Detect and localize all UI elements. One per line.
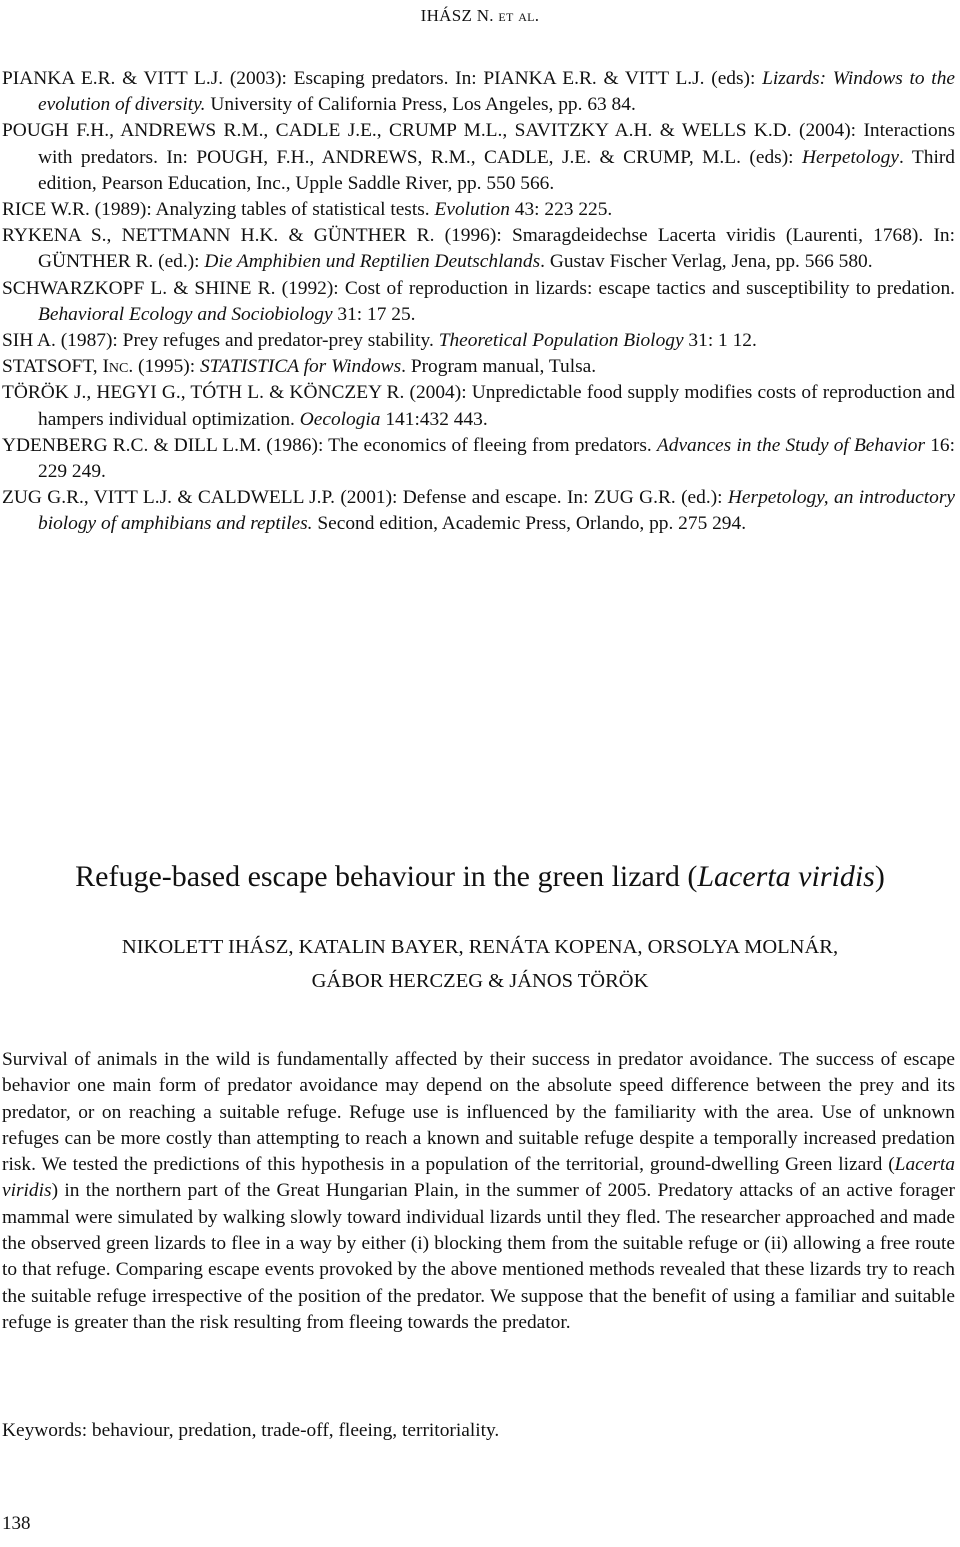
reference-text: (1986): The economics of fleeing from predators.: [261, 434, 657, 456]
reference-authors: STATSOFT, Inc.: [2, 356, 134, 378]
keywords: Keywords: behaviour, predation, trade-off, fleeing, territoriality.: [2, 1420, 500, 1441]
reference-item: [2, 223, 955, 275]
running-head-text: IHÁSZ N. et al.: [420, 6, 540, 25]
reference-authors: SIH A.: [2, 330, 56, 352]
abstract: [2, 1047, 955, 1336]
abstract-text: ) in the northern part of the Great Hungarian Plain, in the summer of 2005. Predatory attacks of an active forager mammal were simulated by walking slowly toward individual lizards until they fled. The researcher approached and made the observed green lizards to flee in a way by either (i) blocking them from the suitable refuge or (ii) allowing a free route to that refuge. Comparing escape events provoked by the above mentioned methods revealed that these lizards try to reach the suitable refuge irrespective of the position of the predator. We suppose that the benefit of using a familiar and suitable refuge is greater than the risk resulting from fleeing towards the predator.: [2, 1180, 955, 1333]
reference-text: 31: 1 12.: [683, 330, 757, 352]
reference-item: [2, 485, 955, 537]
abstract-species: Lacerta viridis: [2, 1154, 955, 1202]
reference-text: . Third edition, Pearson Education, Inc., Upple Saddle River, pp. 550 566.: [38, 146, 955, 194]
reference-item: [2, 66, 955, 118]
reference-authors: POUGH F.H., ANDREWS R.M., CADLE J.E., CRUMP M.L., SAVITZKY A.H. & WELLS K.D.: [2, 120, 792, 142]
article-title-text: Refuge-based escape behaviour in the green lizard (: [75, 860, 698, 893]
article-title: [0, 860, 960, 894]
reference-authors: TÖRÖK J., HEGYI G., TÓTH L. & KÖNCZEY R.: [2, 382, 405, 404]
reference-text: 43: 223 225.: [509, 199, 613, 221]
reference-authors: ZUG G.R., VITT L.J. & CALDWELL J.P.: [2, 487, 335, 509]
reference-source: Herpetology, an introductory biology of amphibians and reptiles.: [38, 487, 955, 535]
reference-text: University of California Press, Los Angeles, pp. 63 84.: [205, 94, 636, 116]
reference-item: [2, 276, 955, 328]
reference-text: (1987): Prey refuges and predator-prey stability.: [55, 330, 439, 352]
reference-source: Herpetology: [802, 146, 899, 168]
reference-text: (1992): Cost of reproduction in lizards: escape tactics and susceptibility to predation.: [275, 277, 955, 299]
reference-source: Lizards: Windows to the evolution of diversity.: [38, 68, 955, 116]
reference-text: . Program manual, Tulsa.: [401, 356, 597, 378]
reference-authors: RICE W.R.: [2, 199, 90, 221]
reference-text: 16: 229 249.: [38, 434, 955, 483]
page-number: 138: [2, 1513, 31, 1534]
reference-authors: SCHWARZKOPF L. & SHINE R.: [2, 277, 276, 299]
article-title-species: Lacerta viridis: [697, 860, 875, 893]
reference-source: Theoretical Population Biology: [438, 330, 684, 352]
reference-text: . Gustav Fischer Verlag, Jena, pp. 566 580.: [540, 251, 873, 273]
abstract-text: Survival of animals in the wild is fundamentally affected by their success in predator avoidance. The success of escape behavior one main form of predator avoidance may depend on the absolute speed difference between the prey and its predator, or on reaching a suitable refuge. Refuge use is influenced by the familiarity with the area. Use of unknown refuges can be more costly than attempting to reach a known and suitable refuge despite a temporally increased predation risk. We tested the predictions of this hypothesis in a population of the territorial, ground-dwelling Green lizard (: [2, 1049, 955, 1176]
reference-text: 141:432 443.: [380, 408, 488, 430]
reference-item: [2, 380, 955, 432]
reference-text: (1996): Smaragdeidechse Lacerta viridis (Laurenti, 1768). In: GÜNTHER R. (ed.):: [38, 225, 955, 273]
reference-text: (2004): Unpredictable food supply modifies costs of reproduction and hampers individual optimization.: [38, 382, 956, 430]
reference-source: Behavioral Ecology and Sociobiology: [38, 303, 333, 325]
article-title-text: ): [874, 860, 885, 893]
reference-authors: RYKENA S., NETTMANN H.K. & GÜNTHER R.: [2, 225, 435, 247]
reference-list: [2, 66, 955, 538]
running-head: [0, 6, 960, 26]
reference-authors: YDENBERG R.C. & DILL L.M.: [2, 434, 262, 456]
reference-item: [2, 197, 955, 223]
reference-source: STATISTICA for Windows: [199, 356, 402, 378]
reference-item: [2, 354, 955, 380]
reference-text: (2004): Interactions with predators. In: POUGH, F.H., ANDREWS, R.M., CADLE, J.E. & CRUMP, M.L. (eds):: [38, 120, 955, 168]
reference-text: (1995):: [133, 356, 200, 378]
reference-text: Second edition, Academic Press, Orlando, pp. 275 294.: [312, 513, 747, 535]
reference-item: [2, 328, 955, 354]
reference-source: Oecologia: [299, 408, 381, 430]
reference-source: Evolution: [434, 199, 510, 221]
reference-text: (2003): Escaping predators. In: PIANKA E.R. & VITT L.J. (eds):: [223, 68, 763, 89]
reference-authors: PIANKA E.R. & VITT L.J.: [2, 68, 224, 89]
authors-line: GÁBOR HERCZEG & JÁNOS TÖRÖK: [311, 970, 649, 992]
authors-line: NIKOLETT IHÁSZ, KATALIN BAYER, RENÁTA KOPENA, ORSOLYA MOLNÁR,: [121, 936, 839, 958]
reference-source: Advances in the Study of Behavior: [656, 434, 926, 456]
reference-item: [2, 433, 955, 485]
reference-item: [2, 118, 955, 197]
reference-text: 31: 17 25.: [332, 303, 416, 325]
reference-text: (2001): Defense and escape. In: ZUG G.R. (ed.):: [334, 487, 728, 509]
reference-text: (1989): Analyzing tables of statistical tests.: [89, 199, 435, 221]
article-authors: [0, 930, 960, 998]
reference-source: Die Amphibien und Reptilien Deutschlands: [204, 251, 541, 273]
